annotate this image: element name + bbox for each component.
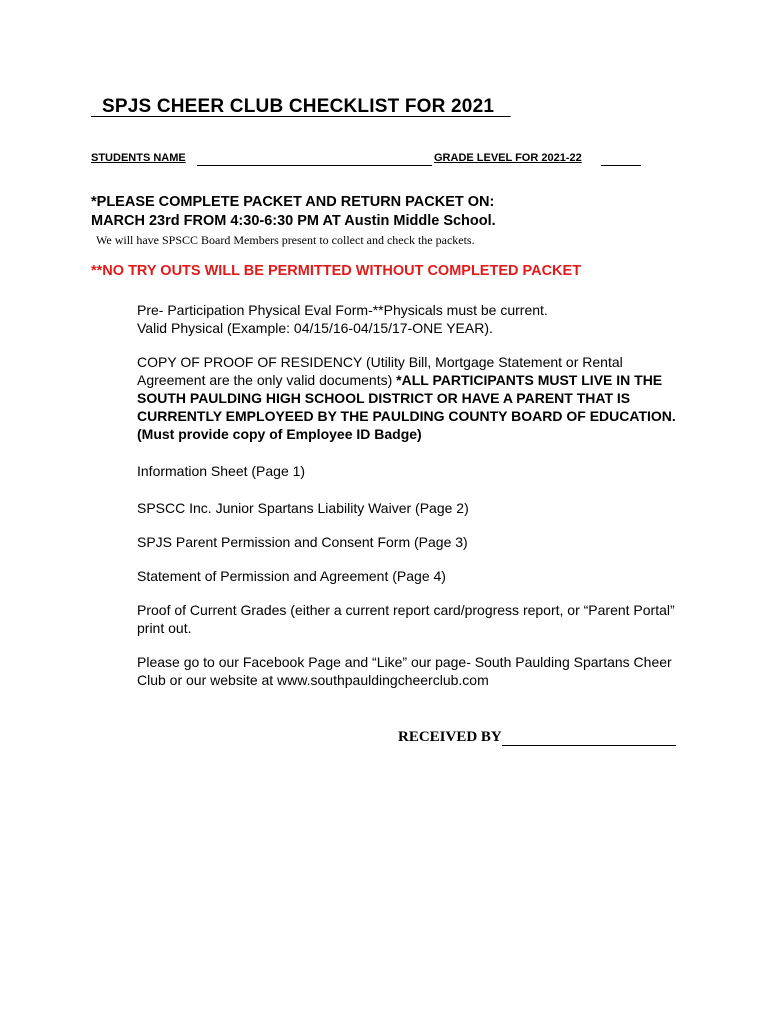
checklist-item-facebook: Please go to our Facebook Page and “Like” our page- South Paulding Spartans Cheer Club or our website at www.southpauldingcheerclub.com <box>137 654 672 688</box>
checklist-item-statement: Statement of Permission and Agreement (Page 4) <box>137 568 446 584</box>
student-name-label: STUDENTS NAME <box>91 152 186 164</box>
checklist-item-info-sheet: Information Sheet (Page 1) <box>137 463 306 479</box>
checklist <box>137 301 677 689</box>
return-instructions-line-1: *PLEASE COMPLETE PACKET AND RETURN PACKET ON: <box>91 194 495 210</box>
checklist-item-waiver: SPSCC Inc. Junior Spartans Liability Waiver (Page 2) <box>137 500 469 516</box>
physical-line-2: Valid Physical (Example: 04/15/16-04/15/17-ONE YEAR). <box>137 320 493 336</box>
student-name-blank[interactable] <box>197 165 432 166</box>
return-instructions-line-2: MARCH 23rd FROM 4:30-6:30 PM AT Austin Middle School. <box>91 213 496 229</box>
tryout-warning: **NO TRY OUTS WILL BE PERMITTED WITHOUT COMPLETED PACKET <box>91 263 582 279</box>
board-members-note: We will have SPSCC Board Members present to collect and check the packets. <box>96 233 475 247</box>
checklist-item-physical <box>137 301 677 337</box>
residency-requirement: *ALL PARTICIPANTS MUST LIVE IN THE SOUTH PAULDING HIGH SCHOOL DISTRICT OR HAVE A PARENT THAT IS CURRENTLY EMPLOYEED BY THE PAULDING COUNTY BOARD OF EDUCATION. (Must provide copy of Employee ID Badge) <box>137 372 676 442</box>
grade-level-label: GRADE LEVEL FOR 2021-22 <box>434 152 582 164</box>
return-instructions <box>91 193 711 248</box>
checklist-item-permission-form: SPJS Parent Permission and Consent Form (Page 3) <box>137 534 468 550</box>
document-title: SPJS CHEER CLUB CHECKLIST FOR 2021 <box>91 96 511 117</box>
checklist-item-residency <box>137 353 677 443</box>
received-by-label: RECEIVED BY <box>398 729 502 745</box>
received-by-blank[interactable] <box>502 745 676 746</box>
residency-text: COPY OF PROOF OF RESIDENCY (Utility Bill, Mortgage Statement or Rental Agreement are the only valid documents) <box>137 354 623 388</box>
physical-line-1: Pre- Participation Physical Eval Form-**Physicals must be current. <box>137 302 548 318</box>
checklist-item-grades: Proof of Current Grades (either a current report card/progress report, or “Parent Portal” print out. <box>137 602 675 636</box>
student-info-fields <box>91 152 641 168</box>
grade-level-blank[interactable] <box>601 165 641 166</box>
